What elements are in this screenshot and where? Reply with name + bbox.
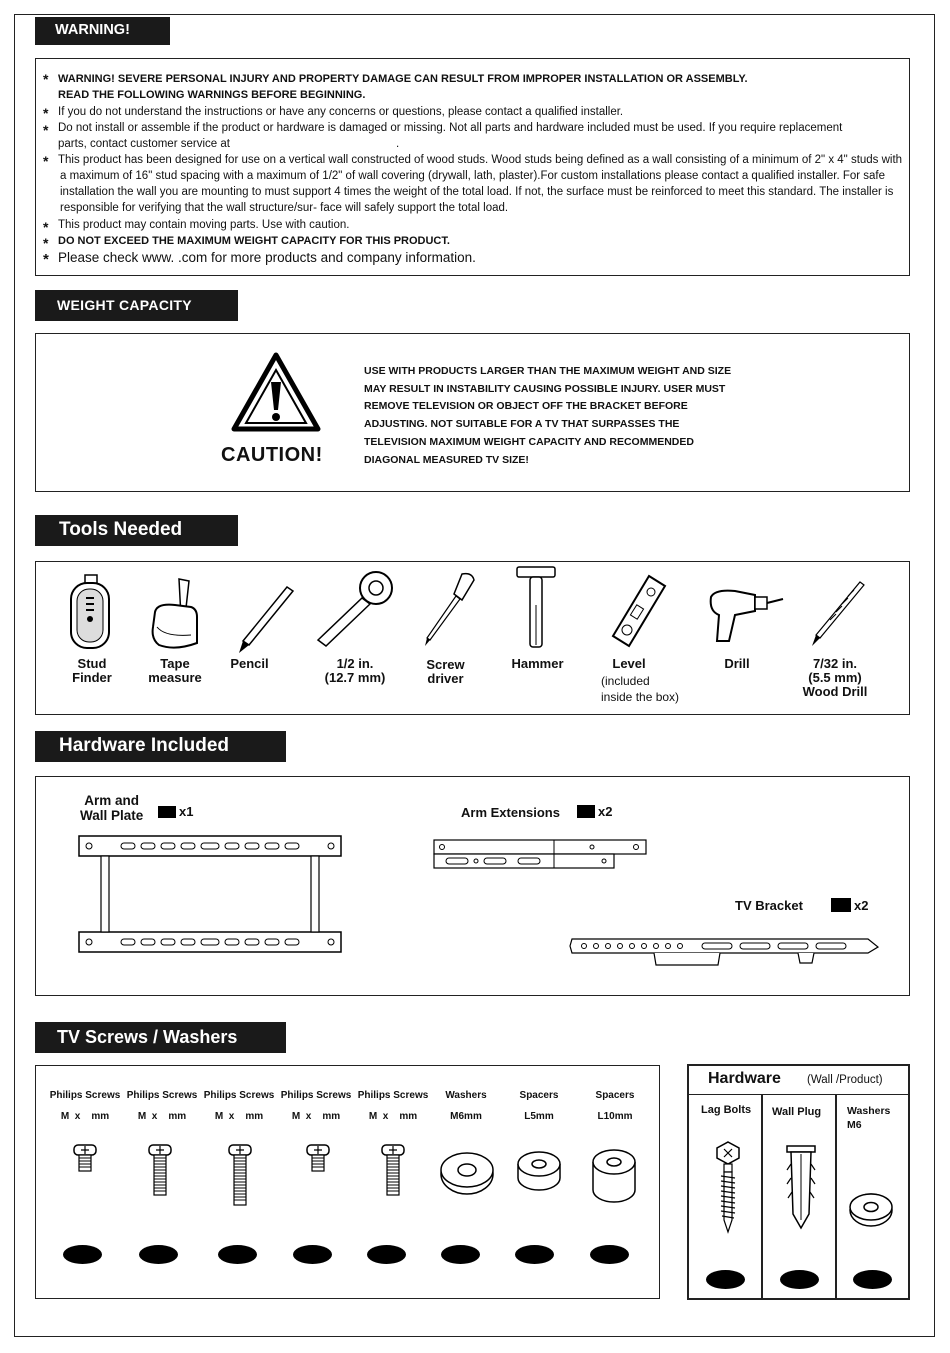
- tape-measure-icon: [145, 577, 215, 657]
- long-screw-icon: [225, 1143, 255, 1213]
- caution-text-line: TELEVISION MAXIMUM WEIGHT CAPACITY AND RECOMMENDED: [364, 436, 694, 448]
- count-oval: [515, 1245, 554, 1264]
- tool-label-text: 1/2 in. (12.7 mm): [324, 656, 386, 685]
- wall-hw-title: Lag Bolts: [701, 1104, 752, 1116]
- qty-box: [158, 806, 176, 818]
- arm-wall-plate-qty: x1: [179, 804, 194, 819]
- tool-label-level: [600, 657, 658, 671]
- screw-spec: M x mm: [214, 1111, 264, 1122]
- level-note-text: (included inside the box): [601, 674, 680, 704]
- caution-text-line: REMOVE TELEVISION OR OBJECT OFF THE BRACKET BEFORE: [364, 400, 688, 412]
- arm-wall-plate-diagram: [75, 832, 355, 962]
- screw-column: [199, 1090, 279, 1122]
- screw-spec: M x mm: [137, 1111, 187, 1122]
- spacer-icon: [514, 1150, 564, 1195]
- bullet-star: *: [43, 251, 49, 268]
- tall-spacer-icon: [589, 1148, 639, 1208]
- tool-label-screwdriver: [418, 658, 473, 686]
- bullet-star: *: [43, 71, 49, 87]
- tool-label-wrench: [315, 657, 395, 685]
- tool-label-hammer: [505, 657, 570, 671]
- screw-column: [353, 1090, 433, 1122]
- tool-label-text: 7/32 in. (5.5 mm) Wood Drill: [802, 656, 868, 699]
- caution-text-line: USE WITH PRODUCTS LARGER THAN THE MAXIMUM WEIGHT AND SIZE: [364, 365, 732, 377]
- screw-column: [503, 1090, 575, 1122]
- tool-label-text: Screw driver: [426, 657, 465, 686]
- tool-label-text: Drill: [724, 656, 750, 671]
- medium-screw-icon: [378, 1143, 408, 1203]
- wall-hardware-title-row: [689, 1066, 908, 1095]
- short-screw-icon: [303, 1143, 333, 1183]
- tool-label-drill: [712, 657, 762, 671]
- screw-title: Philips Screws: [126, 1090, 198, 1101]
- washer-icon: [438, 1148, 498, 1198]
- qty-box: [831, 898, 851, 912]
- screw-column: [579, 1090, 651, 1122]
- warning-line: If you do not understand the instructions or have any concerns or questions, please contact a qualified installer.: [58, 106, 624, 118]
- warning-line: a maximum of 16" stud spacing with a maximum of 1/2" of wall covering (drywall, lath, plaster).For custom installations please contact a qualified installer. For safe: [60, 170, 886, 182]
- screw-column: [122, 1090, 202, 1122]
- drill-bit-icon: [808, 580, 868, 650]
- wall-hw-title-text: Washers M6: [847, 1105, 891, 1131]
- screw-title: Philips Screws: [203, 1090, 275, 1101]
- tool-label-drill-bit: [795, 657, 875, 699]
- tv-bracket-qty: x2: [854, 898, 869, 913]
- level-note: [601, 673, 679, 705]
- hardware-included-header: Hardware Included: [35, 731, 286, 762]
- bullet-star: *: [43, 122, 49, 138]
- screw-spec: M6mm: [450, 1111, 482, 1122]
- tv-bracket-diagram: [568, 933, 888, 973]
- washer-icon: [847, 1190, 897, 1230]
- bullet-star: *: [43, 153, 49, 169]
- screw-spec: M x mm: [60, 1111, 110, 1122]
- count-oval: [853, 1270, 892, 1289]
- arm-wall-plate-text: Arm and Wall Plate: [80, 793, 144, 823]
- lag-bolt-icon: [713, 1140, 743, 1235]
- tool-label-tape-measure: [140, 657, 210, 685]
- screw-column: [276, 1090, 356, 1122]
- wrench-icon: [318, 570, 398, 650]
- column-divider: [835, 1094, 837, 1298]
- count-oval: [63, 1245, 102, 1264]
- tool-label-text: Pencil: [230, 656, 269, 671]
- weight-capacity-header: WEIGHT CAPACITY: [35, 290, 238, 321]
- screw-title: Washers: [445, 1090, 487, 1101]
- tool-label-pencil: [222, 657, 277, 671]
- screw-spec: L5mm: [524, 1111, 554, 1122]
- warning-line: This product has been designed for use on a vertical wall constructed of wood studs. Wood studs being defined as a wall consisting of a minimum of 2" x 4" studs with: [58, 154, 903, 166]
- pencil-icon: [235, 585, 295, 655]
- count-oval: [706, 1270, 745, 1289]
- warning-line: installation the wall you are mounting to must support 4 times the weight of the total load. If not, the surface must be reinforced to meet this standard. The installer is: [60, 186, 894, 198]
- short-screw-icon: [70, 1143, 100, 1183]
- warning-box: [35, 58, 910, 276]
- warning-line: DO NOT EXCEED THE MAXIMUM WEIGHT CAPACITY FOR THIS PRODUCT.: [58, 235, 450, 247]
- warning-line: parts, contact customer service at: [58, 138, 230, 150]
- screw-title: Spacers: [595, 1090, 635, 1101]
- warning-line: Please check www. .com for more products and company information.: [58, 250, 476, 265]
- level-icon: [605, 572, 675, 652]
- count-oval: [367, 1245, 406, 1264]
- wall-hardware-box: [687, 1064, 910, 1300]
- caution-triangle-icon: [231, 352, 321, 432]
- warning-line: Do not install or assemble if the product or hardware is damaged or missing. Not all parts and hardware included must be used. If you require replacement: [58, 122, 843, 134]
- caution-text-line: ADJUSTING. NOT SUITABLE FOR A TV THAT SURPASSES THE: [364, 418, 680, 430]
- bullet-star: *: [43, 219, 49, 235]
- tv-bracket-label: TV Bracket: [735, 898, 803, 913]
- wall-hardware-title: Hardware: [708, 1070, 781, 1087]
- screw-title: Spacers: [519, 1090, 559, 1101]
- tool-label-text: Stud Finder: [72, 656, 112, 685]
- warning-line: WARNING! SEVERE PERSONAL INJURY AND PROPERTY DAMAGE CAN RESULT FROM IMPROPER INSTALLATION OR ASSEMBLY.: [58, 73, 748, 85]
- wall-hw-title: [847, 1104, 890, 1132]
- arm-wall-plate-label: [80, 793, 143, 823]
- hammer-icon: [512, 565, 562, 650]
- stud-finder-icon: [65, 575, 125, 655]
- tools-needed-header: Tools Needed: [35, 515, 238, 546]
- medium-screw-icon: [145, 1143, 175, 1203]
- caution-text-line: MAY RESULT IN INSTABILITY CAUSING POSSIBLE INJURY. USER MUST: [364, 383, 726, 395]
- warning-period: .: [396, 138, 400, 150]
- wall-plug-icon: [781, 1144, 821, 1234]
- screw-title: Philips Screws: [280, 1090, 352, 1101]
- screw-column: [45, 1090, 125, 1122]
- count-oval: [780, 1270, 819, 1289]
- screw-spec: M x mm: [368, 1111, 418, 1122]
- count-oval: [139, 1245, 178, 1264]
- count-oval: [218, 1245, 257, 1264]
- screw-title: Philips Screws: [49, 1090, 121, 1101]
- count-oval: [441, 1245, 480, 1264]
- bullet-star: *: [43, 105, 49, 121]
- tool-label-stud-finder: [62, 657, 122, 685]
- drill-icon: [705, 585, 785, 655]
- tool-label-text: Level: [612, 656, 646, 671]
- bullet-star: *: [43, 235, 49, 251]
- warning-header: WARNING!: [35, 17, 170, 45]
- tool-label-text: Hammer: [511, 656, 564, 671]
- warning-line: READ THE FOLLOWING WARNINGS BEFORE BEGINNING.: [58, 89, 366, 101]
- arm-extensions-qty: x2: [598, 804, 613, 819]
- warning-line: responsible for verifying that the wall structure/sur- face will safely support the total load.: [60, 202, 509, 214]
- caution-label: CAUTION!: [221, 444, 323, 466]
- wall-hw-title: Wall Plug: [772, 1106, 822, 1118]
- warning-line: This product may contain moving parts. Use with caution.: [58, 219, 350, 231]
- screw-spec: M x mm: [291, 1111, 341, 1122]
- tool-label-text: Tape measure: [148, 656, 202, 685]
- screw-column: [430, 1090, 502, 1122]
- screwdriver-icon: [422, 572, 482, 652]
- count-oval: [293, 1245, 332, 1264]
- column-divider: [761, 1094, 763, 1298]
- wall-hardware-subtitle: (Wall /Product): [807, 1074, 883, 1086]
- arm-extensions-label: Arm Extensions: [461, 805, 560, 820]
- screw-title: Philips Screws: [357, 1090, 429, 1101]
- screw-spec: L10mm: [597, 1111, 633, 1122]
- qty-box: [577, 805, 595, 818]
- count-oval: [590, 1245, 629, 1264]
- tv-screws-header: TV Screws / Washers: [35, 1022, 286, 1053]
- arm-extensions-diagram: [432, 836, 652, 876]
- caution-text-line: DIAGONAL MEASURED TV SIZE!: [364, 454, 529, 466]
